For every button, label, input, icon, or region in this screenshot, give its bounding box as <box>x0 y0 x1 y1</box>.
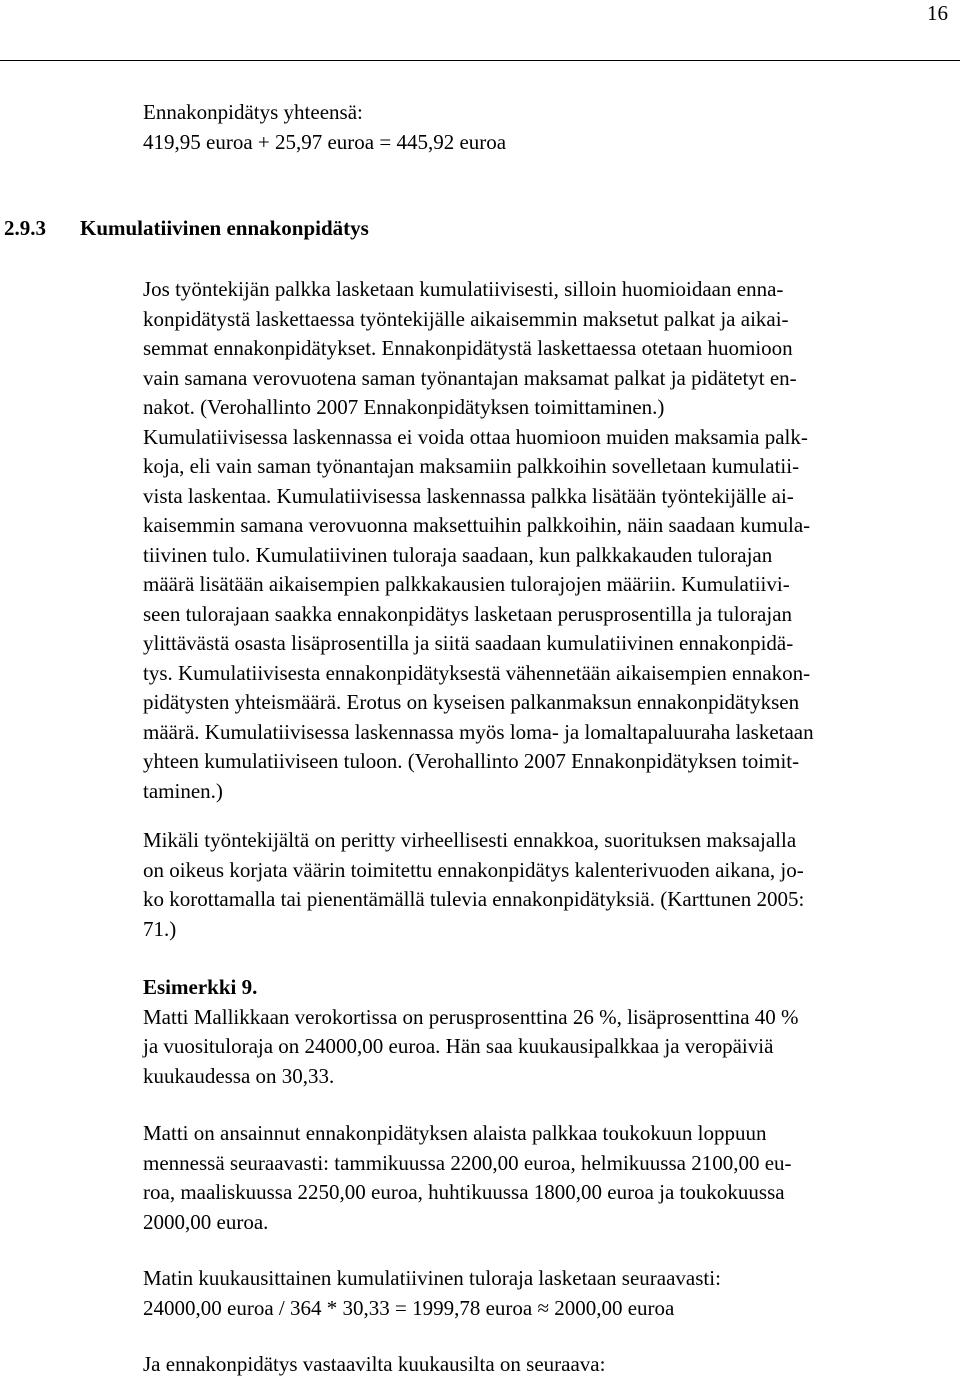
paragraph-line: yhteen kumulatiiviseen tuloon. (Verohallinto 2007 Ennakonpidätyksen toimit- <box>143 749 800 773</box>
paragraph-line: roa, maaliskuussa 2250,00 euroa, huhtikuussa 1800,00 euroa ja toukokuussa <box>143 1180 785 1204</box>
paragraph-cumulative <box>143 275 935 806</box>
paragraph-line: semmat ennakonpidätykset. Ennakonpidätystä laskettaessa otetaan huomioon <box>143 336 793 360</box>
example-block <box>143 973 935 1091</box>
paragraph-line: Matin kuukausittainen kumulatiivinen tuloraja lasketaan seuraavasti: <box>143 1266 721 1290</box>
paragraph-line: ylittävästä osasta lisäprosentilla ja siitä saadaan kumulatiivinen ennakonpidä- <box>143 631 794 655</box>
paragraph-line: seen tulorajaan saakka ennakonpidätys lasketaan perusprosentilla ja tulorajan <box>143 601 793 626</box>
paragraph-line: kaisemmin samana verovuonna maksettuihin palkkoihin, näin saadaan kumula- <box>143 513 811 537</box>
paragraph-line: määrä. Kumulatiivisessa laskennassa myös loma- ja lomaltapaluuraha lasketaan <box>143 719 814 744</box>
example-line: ja vuosituloraja on 24000,00 euroa. Hän saa kuukausipalkkaa ja veropäiviä <box>143 1034 774 1058</box>
header-rule <box>0 60 960 61</box>
paragraph-line: Matti on ansainnut ennakonpidätyksen alaista palkkaa toukokuun loppuun <box>143 1121 767 1145</box>
example-title: Esimerkki 9. <box>143 975 258 999</box>
paragraph-line: pidätysten yhteismäärä. Erotus on kyseisen palkanmaksun ennakonpidätyksen <box>143 690 800 714</box>
paragraph-line: Kumulatiivisessa laskennassa ei voida ottaa huomioon muiden maksamia palk- <box>143 424 808 449</box>
summary-block <box>143 98 935 157</box>
paragraph-line: koja, eli vain saman työnantajan maksamiin palkkoihin sovelletaan kumulatii- <box>143 454 800 478</box>
paragraph-line: 2000,00 euroa. <box>143 1209 269 1234</box>
paragraph-line: vain samana verovuotena saman työnantajan maksamat palkat ja pidätetyt en- <box>143 365 797 390</box>
paragraph-line: 71.) <box>143 916 177 941</box>
paragraph-line: taminen.) <box>143 778 223 803</box>
paragraph-line: määrä lisätään aikaisempien palkkakausien tulorajojen määriin. Kumulatiivi- <box>143 572 790 596</box>
paragraph-income-limit <box>143 1264 935 1323</box>
paragraph-line: tys. Kumulatiivisesta ennakonpidätyksestä vähennetään aikaisempien ennakon- <box>143 660 811 685</box>
paragraph-line: ko korottamalla tai pienentämällä tulevia ennakonpidätyksiä. (Karttunen 2005: <box>143 887 805 911</box>
section-title: Kumulatiivinen ennakonpidätys <box>80 216 369 240</box>
paragraph-correction <box>143 826 935 944</box>
paragraph-line: konpidätystä laskettaessa työntekijälle aikaisemmin maksetut palkat ja aikai- <box>143 306 789 331</box>
paragraph-line: nakot. (Verohallinto 2007 Ennakonpidätyksen toimittaminen.) <box>143 395 665 419</box>
paragraph-line: Ja ennakonpidätys vastaavilta kuukausilta on seuraava: <box>143 1352 606 1376</box>
summary-line: 419,95 euroa + 25,97 euroa = 445,92 euroa <box>143 129 507 154</box>
paragraph-line: mennessä seuraavasti: tammikuussa 2200,00 euroa, helmikuussa 2100,00 eu- <box>143 1150 792 1175</box>
section-number: 2.9.3 <box>4 216 46 240</box>
paragraph-line: on oikeus korjata väärin toimitettu ennakonpidätys kalenterivuoden aikana, jo- <box>143 857 804 882</box>
example-line: Matti Mallikkaan verokortissa on perusprosenttina 26 %, lisäprosenttina 40 % <box>143 1004 799 1029</box>
paragraph-line: vista laskentaa. Kumulatiivisessa laskennassa palkka lisätään työntekijälle ai- <box>143 483 794 508</box>
paragraph-line: Mikäli työntekijältä on peritty virheellisesti ennakkoa, suorituksen maksajalla <box>143 828 797 852</box>
formula-line: 24000,00 euroa / 364 * 30,33 = 1999,78 euroa ≈ 2000,00 euroa <box>143 1295 675 1320</box>
paragraph-salary <box>143 1119 935 1237</box>
summary-line: Ennakonpidätys yhteensä: <box>143 100 363 124</box>
section-heading <box>4 214 369 243</box>
page-number: 16 <box>927 1 948 25</box>
example-line: kuukaudessa on 30,33. <box>143 1063 335 1088</box>
paragraph-line: tiivinen tulo. Kumulatiivinen tuloraja saadaan, kun palkkakauden tulorajan <box>143 542 773 567</box>
paragraph-line: Jos työntekijän palkka lasketaan kumulatiivisesti, silloin huomioidaan enna- <box>143 277 784 301</box>
paragraph-withholding-intro <box>143 1350 935 1380</box>
